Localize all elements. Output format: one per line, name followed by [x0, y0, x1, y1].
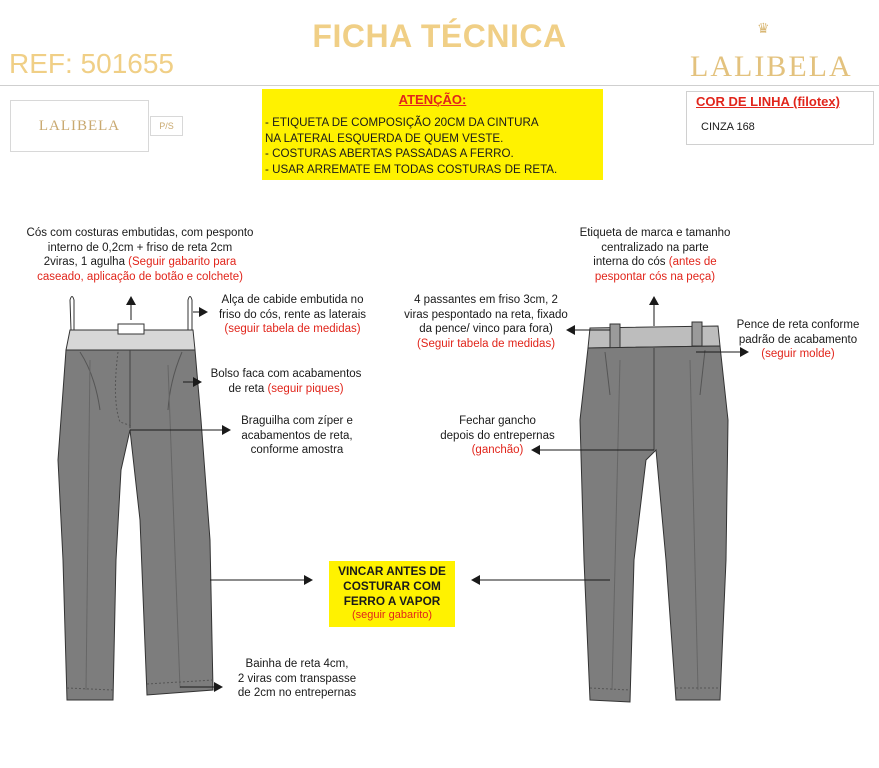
attention-line: - ETIQUETA DE COMPOSIÇÃO 20CM DA CINTURA [265, 116, 539, 129]
note-line: friso do cós, rente as laterais [218, 308, 366, 321]
brand-logo: LALIBELA [690, 50, 853, 83]
note-line: depois do entrepernas [440, 429, 555, 442]
note-line: Cós com costuras embutidas, com pesponto [26, 227, 254, 239]
note-line: interno de 0,2cm + friso de reta 2cm [47, 241, 233, 254]
note-text: interna do cós [593, 256, 669, 268]
note-red-line: pespontar cós na peça) [594, 270, 716, 283]
thread-color-value: CINZA 168 [701, 121, 755, 133]
note-line: Fechar gancho [459, 415, 536, 427]
bee-icon: ♛ [757, 20, 770, 36]
note-line: conforme amostra [250, 444, 344, 456]
label-brand: LALIBELA [38, 118, 121, 134]
note-line: de 2cm no entrepernas [237, 687, 357, 699]
front-pants-drawing [58, 297, 213, 701]
note-red-line: (seguir tabela de medidas) [224, 323, 361, 335]
thread-color-title: COR DE LINHA (filotex) [696, 94, 840, 109]
note-red-line: (ganchão) [471, 444, 524, 456]
attention-line: - USAR ARREMATE EM TODAS COSTURAS DE RETA. [265, 162, 558, 176]
crease-instruction-text [329, 561, 455, 609]
note-line: 4 passantes em friso 3cm, 2 [414, 294, 558, 306]
note-fly [222, 414, 372, 458]
attention-line: - COSTURAS ABERTAS PASSADAS A FERRO. [265, 147, 514, 160]
note-red-line: (Seguir tabela de medidas) [416, 337, 556, 350]
crease-instruction-box [329, 561, 455, 627]
note-line: padrão de acabamento [738, 333, 858, 346]
note-line: centralizado na parte [601, 241, 709, 254]
note-line [0, 255, 280, 270]
attention-line: NA LATERAL ESQUERDA DE QUEM VESTE. [265, 131, 504, 145]
note-line: Braguilha com zíper e [241, 415, 353, 427]
page-title: FICHA TÉCNICA [312, 18, 567, 54]
note-red-text: (Seguir gabarito para [128, 256, 237, 268]
crease-line: COSTURAR COM [343, 579, 441, 593]
note-red-text: (seguir piques) [267, 382, 344, 395]
note-line: Etiqueta de marca e tamanho [579, 227, 731, 239]
note-belt-loops [392, 293, 580, 351]
note-line: Bainha de reta 4cm, [245, 658, 349, 670]
note-line: Pence de reta conforme [736, 319, 860, 331]
crease-line: FERRO A VAPOR [343, 594, 441, 608]
note-line [555, 255, 755, 270]
note-line: Alça de cabide embutida no [221, 294, 364, 306]
note-dart [722, 318, 874, 362]
note-text: 2viras, 1 agulha [43, 256, 129, 268]
note-hook [420, 414, 575, 458]
note-line: da pence/ vinco para fora) [419, 323, 553, 335]
size-tag: P/S [150, 116, 183, 136]
note-red-line: caseado, aplicação de botão e colchete) [37, 270, 243, 283]
crease-line: VINCAR ANTES DE [338, 564, 446, 578]
note-line: 2 viras com transpasse [237, 672, 357, 685]
note-line: Bolso faca com acabamentos [210, 368, 362, 380]
note-text: de reta [228, 382, 268, 395]
note-hem [222, 657, 372, 701]
note-red-line: (seguir molde) [761, 348, 835, 360]
note-brand-label [555, 226, 755, 284]
note-pocket [200, 367, 372, 396]
note-line: viras pespontado na reta, fixado [404, 308, 568, 321]
attention-title: ATENÇÃO: [398, 92, 467, 107]
crease-note: (seguir gabarito) [351, 609, 433, 621]
note-red-text: (antes de [668, 256, 717, 268]
note-line: acabamentos de reta, [241, 429, 353, 442]
note-line [200, 382, 372, 397]
reference-code: REF: 501655 [9, 48, 174, 79]
back-pants-drawing [580, 322, 728, 702]
note-waistband [0, 226, 280, 284]
note-hanger [205, 293, 380, 337]
